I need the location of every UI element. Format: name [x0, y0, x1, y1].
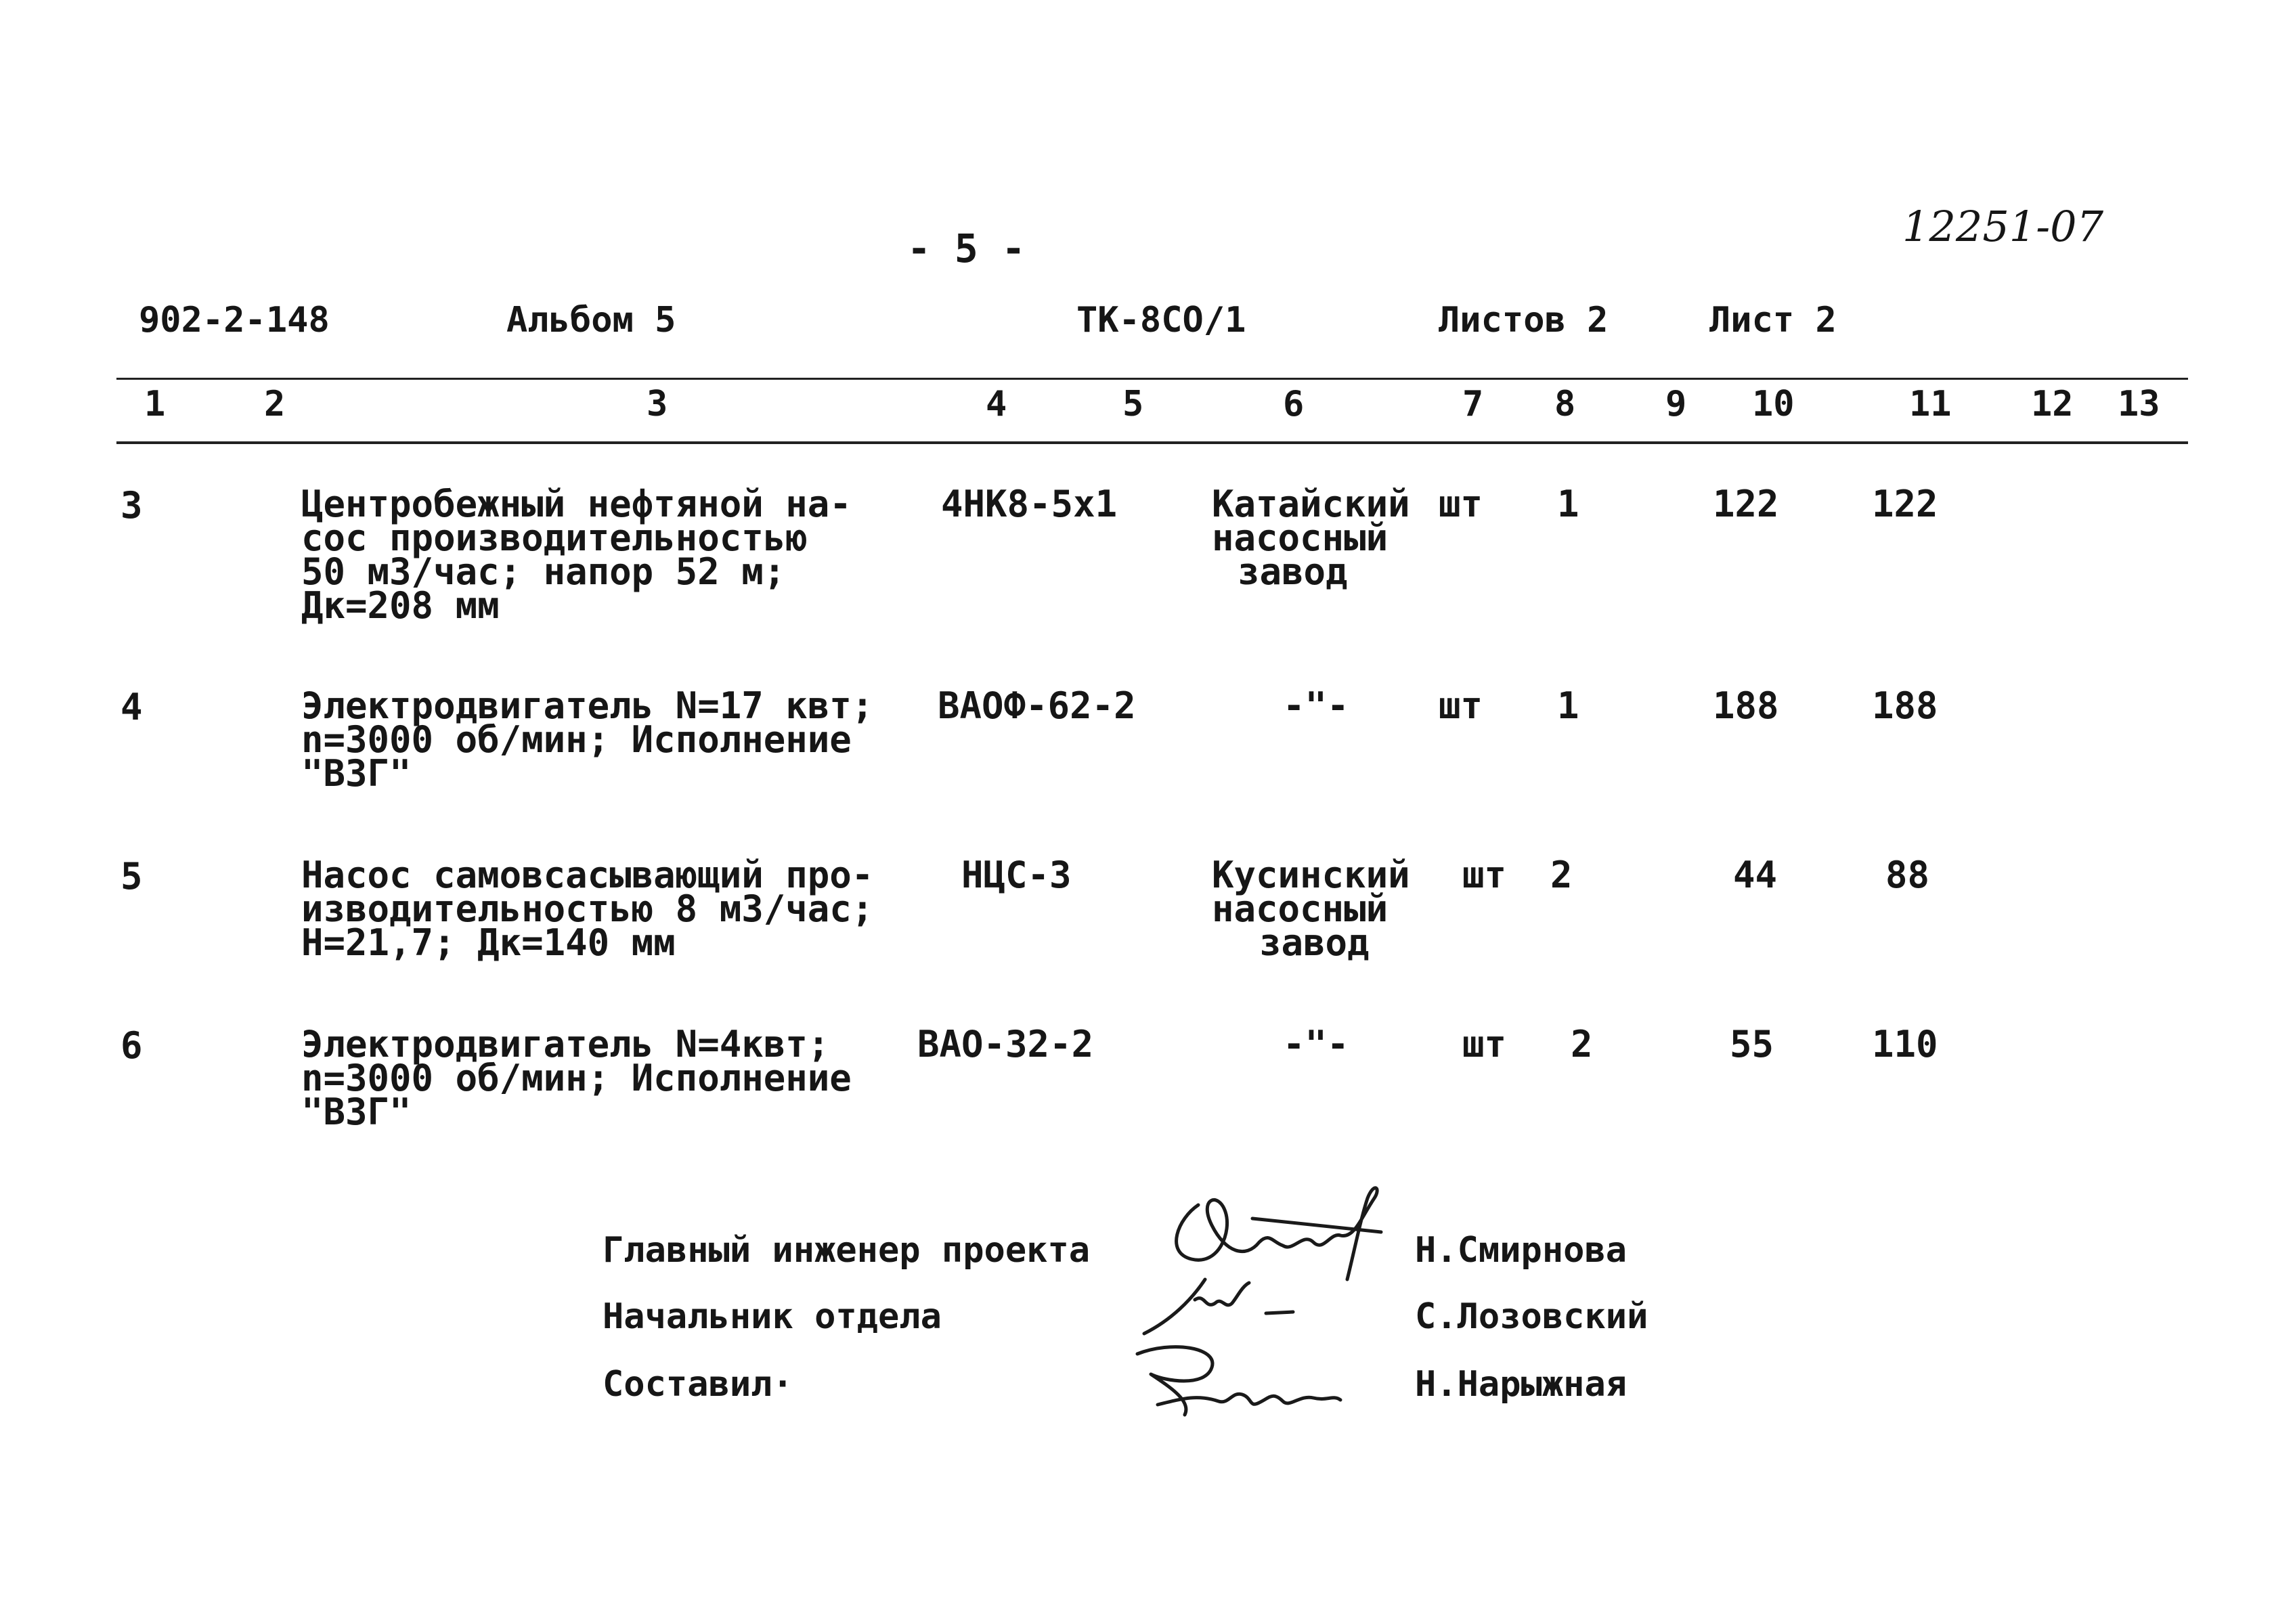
column-number: 8: [1554, 384, 1576, 424]
item-type: ВАОФ-62-2: [938, 684, 1136, 727]
item-total-price: 88: [1885, 854, 1930, 896]
item-manufacturer: Кусинский насосный завод: [1212, 854, 1410, 964]
item-unit-price: 44: [1733, 854, 1778, 896]
item-unit-price: 188: [1713, 684, 1779, 727]
signature-name-compiler: Н.Нарыжная: [1415, 1364, 1627, 1405]
item-quantity: 2: [1550, 854, 1573, 896]
column-number: 5: [1122, 384, 1144, 424]
table-header-rule: [116, 441, 2188, 444]
column-number: 1: [144, 384, 166, 424]
item-type: 4НК8-5х1: [941, 483, 1118, 525]
signature-role-compiler: Составил·: [603, 1364, 793, 1405]
column-number: 10: [1752, 384, 1795, 424]
item-unit: шт: [1439, 483, 1483, 525]
series-code: ТК-8СО/1: [1076, 300, 1246, 341]
item-manufacturer: -"-: [1283, 1023, 1349, 1066]
column-number: 2: [264, 384, 286, 424]
signature-scribble-chief-engineer: [1151, 1178, 1395, 1286]
column-number: 13: [2118, 384, 2160, 424]
signature-role-chief-engineer: Главный инженер проекта: [603, 1230, 1091, 1271]
item-unit-price: 55: [1730, 1023, 1774, 1066]
doc-code: 902-2-148: [139, 300, 330, 341]
item-unit: шт: [1462, 854, 1507, 896]
column-number: 12: [2031, 384, 2074, 424]
sheet-number: Лист 2: [1709, 300, 1837, 341]
column-number: 11: [1909, 384, 1952, 424]
item-unit: шт: [1439, 684, 1483, 727]
item-type: ВАО-32-2: [917, 1023, 1094, 1066]
item-total-price: 188: [1872, 684, 1938, 727]
column-number: 4: [986, 384, 1007, 424]
column-number: 7: [1462, 384, 1484, 424]
table-top-rule: [116, 378, 2188, 380]
item-description: Насос самовсасывающий про- изводительностью 8 м3/час; Н=21,7; Дк=140 мм: [301, 854, 874, 964]
item-quantity: 1: [1557, 483, 1579, 525]
item-manufacturer: -"-: [1283, 684, 1349, 727]
handwritten-reference: 12251-07: [1902, 202, 2104, 251]
row-number: 3: [121, 484, 143, 527]
signature-role-department-head: Начальник отдела: [603, 1296, 942, 1337]
item-type: НЦС-3: [961, 854, 1072, 896]
column-number: 9: [1665, 384, 1687, 424]
column-number: 6: [1283, 384, 1305, 424]
row-number: 6: [121, 1024, 143, 1067]
item-unit-price: 122: [1713, 483, 1779, 525]
item-total-price: 122: [1872, 483, 1938, 525]
signature-name-chief-engineer: Н.Смирнова: [1415, 1230, 1627, 1271]
item-description: Центробежный нефтяной на- сос производительностью 50 м3/час; напор 52 м; Дк=208 мм: [301, 483, 852, 627]
sheets-total: Листов 2: [1439, 300, 1609, 341]
signature-name-department-head: С.Лозовский: [1415, 1296, 1648, 1337]
column-number: 3: [647, 384, 668, 424]
row-number: 4: [121, 686, 143, 728]
album-label: Альбом 5: [506, 300, 676, 341]
item-description: Электродвигатель N=4квт; n=3000 об/мин; Исполнение "В3Г": [301, 1023, 852, 1133]
signature-scribble-compiler: [1110, 1327, 1354, 1435]
page-number: - 5 -: [907, 225, 1026, 271]
row-number: 5: [121, 855, 143, 898]
item-quantity: 2: [1571, 1023, 1593, 1066]
item-total-price: 110: [1872, 1023, 1938, 1066]
item-description: Электродвигатель N=17 квт; n=3000 об/мин; Исполнение "В3Г": [301, 684, 874, 795]
item-quantity: 1: [1557, 684, 1579, 727]
item-unit: шт: [1462, 1023, 1507, 1066]
item-manufacturer: Катайский насосный завод: [1212, 483, 1410, 593]
